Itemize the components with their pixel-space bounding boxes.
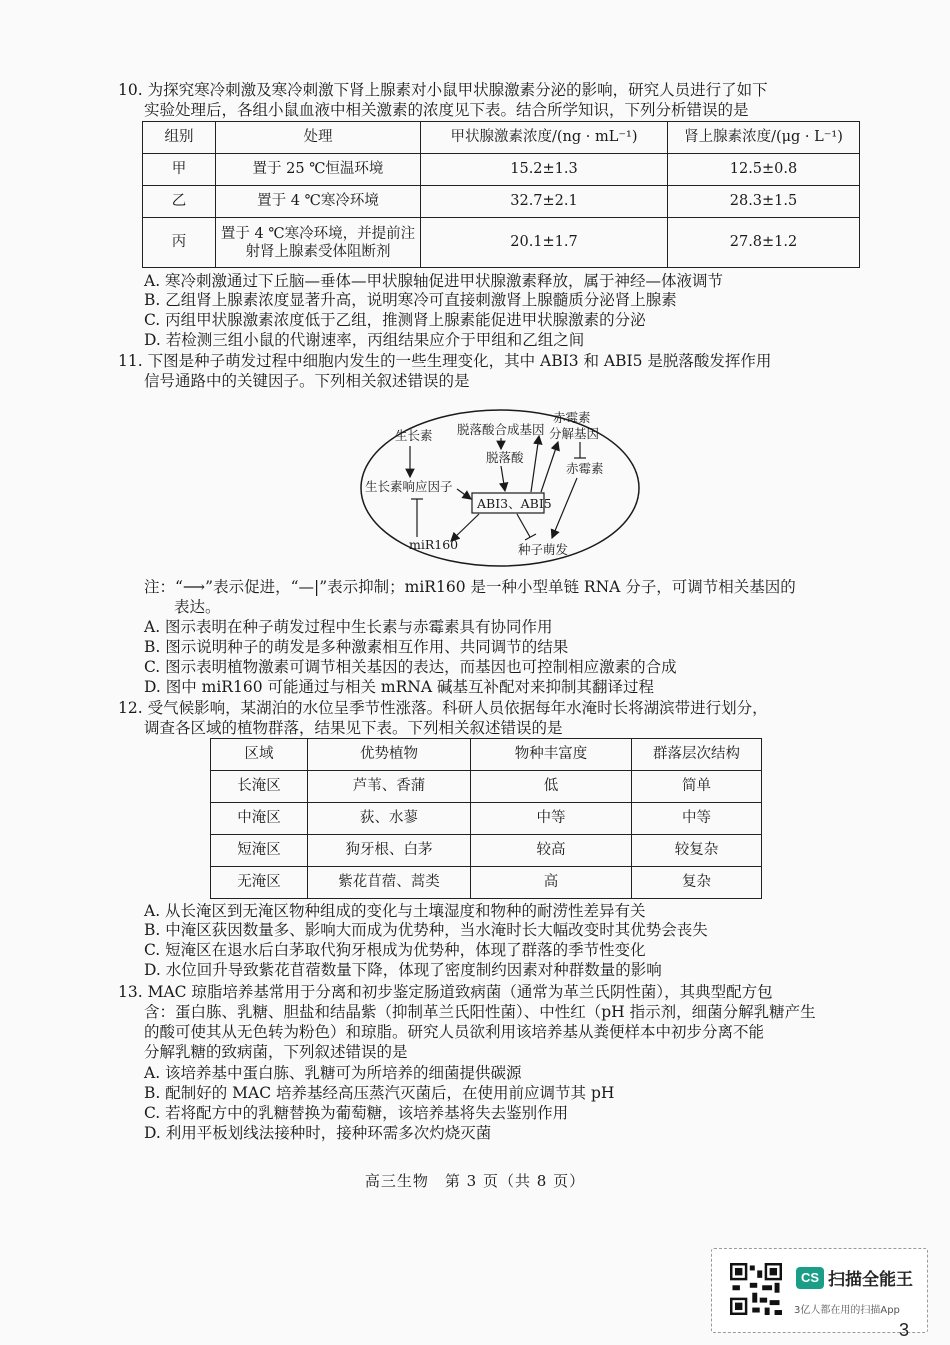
q13-stem-line-3: 的酸可使其从无色转为粉色）和琼脂。研究人员欲利用该培养基从粪便样本中初步分离不能 [144,1023,765,1041]
q13-stem-line-2: 含：蛋白胨、乳糖、胆盐和结晶紫（抑制革兰氏阳性菌）、中性红（pH 指示剂，细菌分解乳糖产生 [144,1003,816,1021]
table-header: 组别 [143,122,216,154]
q11-note-line-2: 表达。 [174,598,221,616]
table-cell-multiline [216,218,421,268]
arrow-aba-abi [501,466,505,491]
q11-option-c: C. 图示表明植物激素可调节相关基因的表达，而基因也可控制相应激素的合成 [144,658,677,676]
camscanner-logo-icon: CS [796,1267,824,1289]
table-cell: 20.1±1.7 [421,218,668,268]
q12-option-b: B. 中淹区荻因数量多、影响大而成为优势种，当水淹时长大幅改变时其优势会丧失 [144,921,708,939]
table-row [211,803,762,835]
label-aba: 脱落酸 [486,450,524,465]
q13-option-c: C. 若将配方中的乳糖替换为葡萄糖，该培养基将失去鉴别作用 [144,1104,569,1122]
label-germination: 种子萌发 [518,542,569,557]
table-cell: 甲 [143,154,216,186]
q13-option-b: B. 配制好的 MAC 培养基经高压蒸汽灭菌后，在使用前应调节其 pH [144,1084,615,1102]
arrow-abi-mir [451,514,479,541]
q11-option-a: A. 图示表明在种子萌发过程中生长素与赤霉素具有协同作用 [144,618,553,636]
table-cell: 中等 [632,803,762,835]
table-row [211,867,762,899]
q12-option-d: D. 水位回升导致紫花苜蓿数量下降，体现了密度制约因素对种群数量的影响 [144,961,662,979]
q11-option-d: D. 图中 miR160 可能通过与相关 mRNA 碱基互补配对来抑制其翻译过程 [144,678,654,696]
table-cell: 芦苇、香蒲 [308,771,471,803]
arrow-ga-germination [552,478,577,538]
q10-option-b: B. 乙组肾上腺素浓度显著升高，说明寒冷可直接刺激肾上腺髓质分泌肾上腺素 [144,291,677,309]
table-cell: 乙 [143,186,216,218]
table-cell: 置于 4 ℃寒冷环境 [216,186,421,218]
scanner-watermark [711,1248,928,1333]
q12-table [210,738,762,899]
table-cell: 中等 [471,803,632,835]
q13-option-d: D. 利用平板划线法接种时，接种环需多次灼烧灭菌 [144,1124,492,1142]
table-cell: 复杂 [632,867,762,899]
arrow-abi-ga-gene [541,442,558,492]
q13-stem-line-4: 分解乳糖的致病菌，下列叙述错误的是 [144,1043,408,1061]
page-number: 3 [899,1320,910,1340]
watermark-brand: 扫描全能王 [828,1270,913,1290]
table-row [143,218,860,268]
label-auxin: 生长素 [395,428,433,443]
q12-option-c: C. 短淹区在退水后白茅取代狗牙根成为优势种，体现了群落的季节性变化 [144,941,646,959]
q13-stem-line-1: 13. MAC 琼脂培养基常用于分离和初步鉴定肠道致病菌（通常为革兰氏阴性菌），其典型配方包 [118,983,773,1001]
table-cell: 无淹区 [211,867,308,899]
label-aba-gene: 脱落酸合成基因 [457,422,545,437]
cell-line: 射肾上腺素受体阻断剂 [245,243,391,260]
page-footer: 高三生物 第 3 页（共 8 页） [364,1172,586,1190]
q11-stem-line-1: 11. 下图是种子萌发过程中细胞内发生的一些生理变化，其中 ABI3 和 ABI5 是脱落酸发挥作用 [118,352,772,370]
qr-code-icon [730,1263,782,1315]
label-mir160: miR160 [409,537,459,552]
table-cell: 狗牙根、白茅 [308,835,471,867]
table-cell: 28.3±1.5 [668,186,860,218]
table-cell: 丙 [143,218,216,268]
table-cell: 低 [471,771,632,803]
q11-note-line-1: 注：“⟶”表示促进，“—|”表示抑制；miR160 是一种小型单链 RNA 分子，可调节相关基因的 [144,578,796,596]
table-row [211,835,762,867]
label-ga: 赤霉素 [566,461,604,476]
table-header: 肾上腺素浓度/(μg · L⁻¹) [668,122,860,154]
label-abi: ABI3、ABI5 [477,496,552,511]
label-ga-gene-1: 赤霉素 [553,410,591,425]
q10-option-d: D. 若检测三组小鼠的代谢速率，丙组结果应介于甲组和乙组之间 [144,331,585,349]
table-cell: 紫花苜蓿、蒿类 [308,867,471,899]
table-row [143,154,860,186]
table-header: 区域 [211,739,308,771]
q10-stem-line-2: 实验处理后，各组小鼠血液中相关激素的浓度见下表。结合所学知识，下列分析错误的是 [144,101,749,119]
inhibit-abi-germination [517,514,530,537]
table-cell: 27.8±1.2 [668,218,860,268]
q12-option-a: A. 从长淹区到无淹区物种组成的变化与土壤湿度和物种的耐涝性差异有关 [144,902,646,920]
q10-option-c: C. 丙组甲状腺激素浓度低于乙组，推测肾上腺素能促进甲状腺激素的分泌 [144,311,646,329]
table-cell: 置于 25 ℃恒温环境 [216,154,421,186]
table-cell: 短淹区 [211,835,308,867]
q13-option-a: A. 该培养基中蛋白胨、乳糖可为所培养的细菌提供碳源 [144,1064,522,1082]
q12-stem-line-2: 调查各区域的植物群落，结果见下表。下列相关叙述错误的是 [144,719,563,737]
table-header: 优势植物 [308,739,471,771]
q11-option-b: B. 图示说明种子的萌发是多种激素相互作用、共同调节的结果 [144,638,569,656]
table-row [143,186,860,218]
cell-line: 置于 4 ℃寒冷环境，并提前注 [220,225,416,242]
table-cell: 32.7±2.1 [421,186,668,218]
q12-stem-line-1: 12. 受气候影响，某湖泊的水位呈季节性涨落。科研人员依据每年水淹时长将湖滨带进行划分， [118,699,768,717]
label-ga-gene-2: 分解基因 [549,426,600,441]
table-cell: 中淹区 [211,803,308,835]
table-cell: 较高 [471,835,632,867]
table-cell: 较复杂 [632,835,762,867]
arrow-abi-gene [531,436,539,492]
q10-option-a: A. 寒冷刺激通过下丘脑—垂体—甲状腺轴促进甲状腺激素释放，属于神经—体液调节 [144,272,724,290]
table-header: 甲状腺激素浓度/(ng · mL⁻¹) [421,122,668,154]
watermark-slogan: 3亿人都在用的扫描App [794,1305,900,1316]
table-cell: 简单 [632,771,762,803]
table-cell: 12.5±0.8 [668,154,860,186]
seed-germination-diagram [355,404,645,572]
q10-stem-line-1: 10. 为探究寒冷刺激及寒冷刺激下肾上腺素对小鼠甲状腺激素分泌的影响，研究人员进行了如下 [118,81,768,99]
q11-stem-line-2: 信号通路中的关键因子。下列相关叙述错误的是 [144,372,470,390]
q10-table [142,121,860,268]
table-header: 物种丰富度 [471,739,632,771]
table-header: 群落层次结构 [632,739,762,771]
table-row [211,771,762,803]
arrow-arf-abi [457,489,471,499]
table-cell: 15.2±1.3 [421,154,668,186]
label-auxin-response-factor: 生长素响应因子 [365,479,453,494]
table-header: 处理 [216,122,421,154]
table-cell: 长淹区 [211,771,308,803]
table-cell: 高 [471,867,632,899]
table-cell: 荻、水蓼 [308,803,471,835]
